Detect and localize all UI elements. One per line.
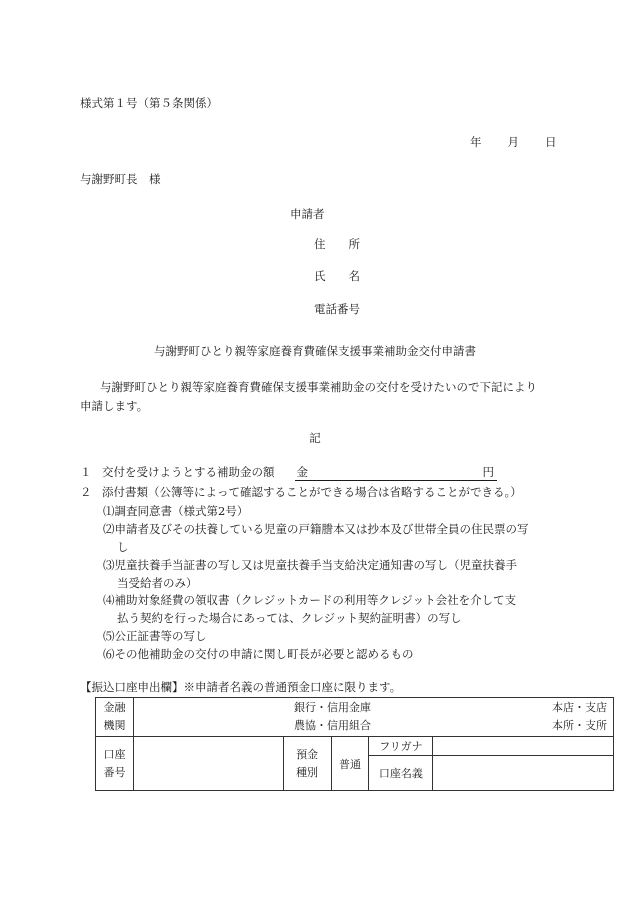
account-no-line-1: 口座 [103, 747, 126, 761]
body-line-1: 与謝野町ひとり親等家庭養育費確保支援事業補助金の交付を受けたいので下記により [100, 380, 537, 394]
amount-kin: 金 [296, 465, 308, 479]
applicant-label: 申請者 [290, 207, 325, 221]
date-line [470, 136, 557, 150]
deposit-type-label [283, 737, 331, 791]
attachment-6: ⑹その他補助金の交付の申請に関し町長が必要と認めるもの [103, 647, 414, 661]
account-no-line-2: 番号 [103, 765, 126, 779]
item-2-text: 添付書類（公簿等によって確認することができる場合は省略することができる。） [102, 485, 522, 499]
document-title: 与謝野町ひとり親等家庭養育費確保支援事業補助金交付申請書 [154, 344, 476, 358]
financial-institution-field[interactable] [133, 698, 613, 737]
branch-types-1: 本店・支店 [552, 701, 607, 714]
item-1 [80, 466, 494, 481]
item-1-number: １ [80, 465, 92, 479]
ki-heading: 記 [309, 431, 321, 445]
deposit-kind: 普通 [331, 737, 369, 791]
applicant-phone-label[interactable]: 電話番号 [314, 302, 360, 316]
addressee: 与謝野町長 様 [80, 172, 161, 186]
bank-account-table [95, 697, 614, 791]
date-year[interactable]: 年 [470, 135, 482, 149]
attachment-1: ⑴調査同意書（様式第2号） [103, 504, 249, 518]
financial-label-line-1: 金融 [103, 701, 126, 714]
attachment-2-line-2: し [117, 540, 129, 554]
attachment-3 [103, 556, 553, 592]
amount-field[interactable] [295, 466, 497, 481]
furigana-field[interactable] [433, 737, 614, 756]
attachment-4-line-1: ⑷補助対象経費の領収書（クレジットカードの利用等クレジット会社を介して支 [103, 593, 517, 607]
body-line-2: 申請します。 [80, 399, 149, 413]
deposit-type-line-2: 種別 [296, 765, 319, 779]
item-2 [80, 486, 522, 500]
attachment-2-line-1: ⑵申請者及びその扶養している児童の戸籍謄本又は抄本及び世帯全員の住民票の写 [103, 522, 529, 536]
attachment-3-line-2: 当受給者のみ） [117, 576, 198, 590]
applicant-name-label[interactable]: 氏 名 [314, 269, 360, 283]
account-number-label [96, 737, 134, 791]
branch-types-2: 本所・支所 [552, 719, 607, 732]
bank-types-1: 銀行・信用金庫 [293, 701, 371, 714]
body-text [80, 378, 560, 416]
attachment-2 [103, 520, 553, 556]
item-2-number: ２ [80, 485, 92, 499]
financial-label-line-2: 機関 [103, 719, 126, 732]
item-1-text: 交付を受けようとする補助金の額 [102, 465, 275, 479]
account-name-field[interactable] [433, 756, 614, 791]
account-number-field[interactable] [133, 737, 283, 791]
bank-types-2: 農協・信用組合 [293, 719, 371, 732]
date-month[interactable]: 月 [507, 135, 519, 149]
financial-institution-label [96, 698, 134, 737]
date-day[interactable]: 日 [545, 135, 557, 149]
attachment-3-line-1: ⑶児童扶養手当証書の写し又は児童扶養手当支給決定通知書の写し（児童扶養手 [103, 558, 517, 572]
account-name-label: 口座名義 [369, 756, 433, 791]
amount-yen: 円 [482, 465, 494, 479]
form-number: 様式第１号（第５条関係） [80, 96, 218, 110]
bank-section-header: 【振込口座申出欄】※申請者名義の普通預金口座に限ります。 [80, 680, 402, 694]
attachment-4-line-2: 払う契約を行った場合にあっては、クレジット契約証明書）の写し [117, 611, 462, 625]
deposit-type-line-1: 預金 [296, 747, 319, 761]
attachment-5: ⑸公正証書等の写し [103, 629, 207, 643]
attachment-4 [103, 591, 553, 627]
applicant-address-label[interactable]: 住 所 [314, 237, 360, 251]
furigana-label: フリガナ [369, 737, 433, 756]
